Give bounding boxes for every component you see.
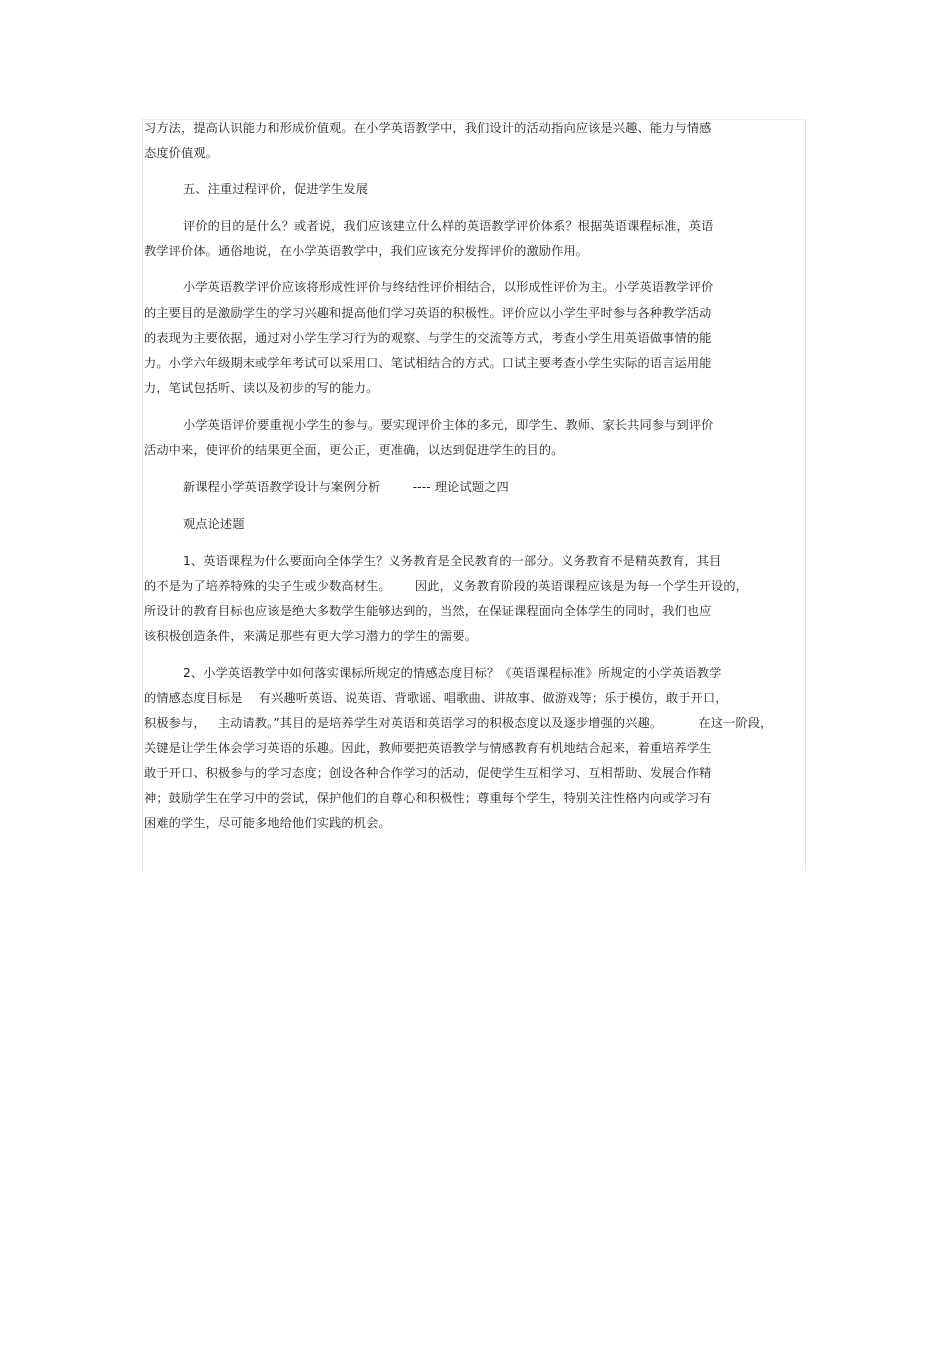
paragraph-line: 习方法，提高认识能力和形成价值观。在小学英语教学中，我们设计的活动指向应该是兴趣、能力与情感 — [144, 121, 712, 135]
paragraph-line: 活动中来，使评价的结果更全面，更公正，更准确，以达到促进学生的目的。 — [144, 443, 564, 457]
paragraph-line: 积极参与， 主动请教。”其目的是培养学生对英语和英语学习的积极态度以及逐步增强的兴趣。 在这一阶段， — [144, 716, 773, 730]
paragraph-line: 2、小学英语教学中如何落实课标所规定的情感态度目标？《英语课程标准》所规定的小学英语教学 — [183, 666, 722, 680]
paragraph-line: 神；鼓励学生在学习中的尝试，保护他们的自尊心和积极性；尊重每个学生，特别关注性格内向或学习有 — [144, 791, 712, 805]
paragraph-line: 小学英语评价要重视小学生的参与。要实现评价主体的多元，即学生、教师、家长共同参与到评价 — [183, 418, 714, 432]
paragraph-line: 力，笔试包括听、读以及初步的写的能力。 — [144, 381, 379, 395]
paragraph-line: 1、英语课程为什么要面向全体学生？义务教育是全民教育的一部分。义务教育不是精英教育，其目 — [183, 554, 722, 568]
paragraph-line: 关键是让学生体会学习英语的乐趣。因此，教师要把英语教学与情感教育有机地结合起来，着重培养学生 — [144, 741, 712, 755]
paragraph-line: 小学英语教学评价应该将形成性评价与终结性评价相结合，以形成性评价为主。小学英语教学评价 — [183, 280, 714, 294]
paragraph-line: 评价的目的是什么？或者说，我们应该建立什么样的英语教学评价体系？根据英语课程标准，英语 — [183, 219, 714, 233]
paragraph-line: 的情感态度目标是 有兴趣听英语、说英语、背歌谣、唱歌曲、讲故事、做游戏等；乐于模仿，敢于开口， — [144, 691, 728, 705]
section-heading: 观点论述题 — [183, 517, 245, 531]
paragraph-line: 所设计的教育目标也应该是绝大多数学生能够达到的，当然，在保证课程面向全体学生的同时，我们也应 — [144, 604, 712, 618]
paragraph-line: 的表现为主要依据，通过对小学生学习行为的观察、与学生的交流等方式，考查小学生用英语做事情的能 — [144, 331, 712, 345]
paragraph-line: 困难的学生，尽可能多地给他们实践的机会。 — [144, 816, 391, 830]
paragraph-line: 敢于开口、积极参与的学习态度；创设各种合作学习的活动，促使学生互相学习、互相帮助、发展合作精 — [144, 766, 712, 780]
document-subtitle: 新课程小学英语教学设计与案例分析 ---- 理论试题之四 — [183, 480, 509, 494]
paragraph-line: 的主要目的是激励学生的学习兴趣和提高他们学习英语的积极性。评价应以小学生平时参与各种教学活动 — [144, 306, 712, 320]
section-heading: 五、注重过程评价，促进学生发展 — [183, 182, 369, 196]
paragraph-line: 态度价值观。 — [144, 146, 219, 160]
paragraph-line: 教学评价体。通俗地说，在小学英语教学中，我们应该充分发挥评价的激励作用。 — [144, 244, 589, 258]
paragraph-line: 力。小学六年级期末或学年考试可以采用口、笔试相结合的方式。口试主要考查小学生实际的语言运用能 — [144, 356, 712, 370]
paragraph-line: 的不是为了培养特殊的尖子生或少数高材生。 因此，义务教育阶段的英语课程应该是为每一个学生开设的， — [144, 579, 749, 593]
paragraph-line: 该积极创造条件，来满足那些有更大学习潜力的学生的需要。 — [144, 629, 478, 643]
